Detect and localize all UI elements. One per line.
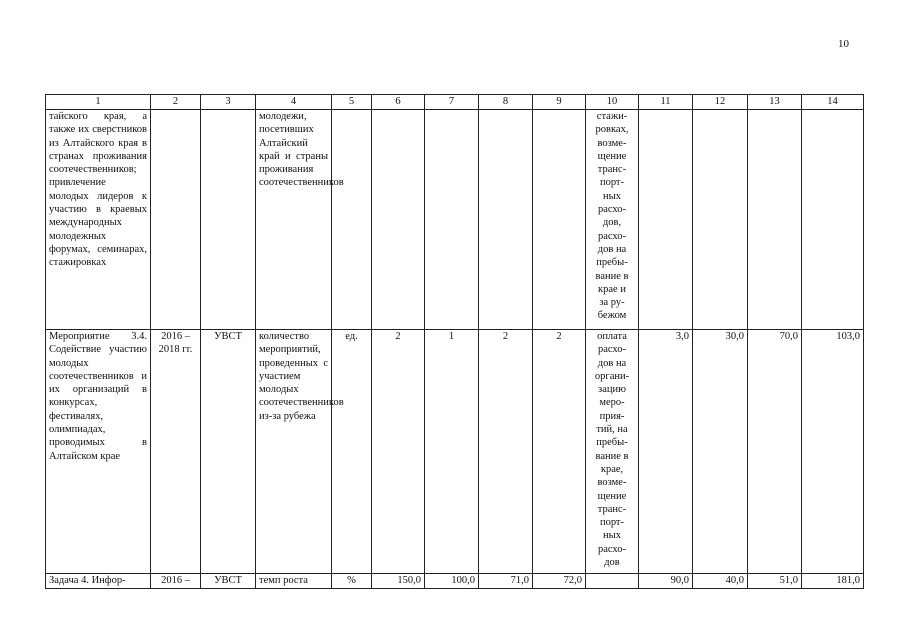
value-cell: 72,0 (533, 574, 586, 589)
header-cell: 1 (46, 95, 151, 110)
value-cell: 71,0 (479, 574, 533, 589)
header-cell: 12 (693, 95, 748, 110)
expense-line: бежом (597, 310, 627, 322)
header-cell: 14 (802, 95, 864, 110)
expense-line: дов на (597, 357, 627, 369)
expense-line: порт- (599, 517, 625, 529)
header-cell: 3 (201, 95, 256, 110)
expense-line: расхо- (597, 204, 627, 216)
expense-line: транс- (597, 164, 627, 176)
header-cell: 10 (586, 95, 639, 110)
value-cell: 2 (533, 330, 586, 574)
executor-cell: УВСТ (201, 574, 256, 589)
table-row (46, 110, 864, 330)
expense-cell (586, 574, 639, 589)
table-row (46, 574, 864, 589)
expense-line: щение (597, 150, 627, 162)
indicator-cell: количество мероприятий, проведенных с участием молодых соотечественников из-за рубежа (256, 330, 332, 574)
value-cell: 100,0 (425, 574, 479, 589)
expense-line: расхо- (597, 344, 627, 356)
finance-cell: 70,0 (748, 330, 802, 574)
expense-line: дов, (602, 217, 622, 229)
finance-cell: 181,0 (802, 574, 864, 589)
program-table (45, 94, 864, 589)
expense-line: расхо- (597, 230, 627, 242)
page-number: 10 (838, 38, 849, 50)
value-cell: 2 (372, 330, 425, 574)
expense-line: крае и (598, 283, 626, 295)
unit-cell: ед. (332, 330, 372, 574)
expense-line: пребы- (596, 437, 628, 449)
value-cell (479, 110, 533, 330)
expense-line: транс- (597, 503, 627, 515)
expense-line: меро- (599, 397, 625, 409)
header-cell: 2 (151, 95, 201, 110)
expense-line: возме- (597, 477, 627, 489)
expense-line: пребы- (596, 257, 628, 269)
finance-cell (639, 110, 693, 330)
table-row (46, 330, 864, 574)
expense-line: дов (604, 557, 620, 569)
header-cell: 9 (533, 95, 586, 110)
header-cell: 8 (479, 95, 533, 110)
indicator-cell: молодежи, посетивших Алтайский край и страны проживания соотечественников (256, 110, 332, 330)
value-cell (372, 110, 425, 330)
value-cell: 1 (425, 330, 479, 574)
expense-line: порт- (599, 177, 625, 189)
expense-cell (586, 330, 639, 574)
value-cell: 2 (479, 330, 533, 574)
expense-line: ных (603, 530, 621, 542)
expense-line: за ру- (599, 297, 625, 309)
expense-line: ных (603, 190, 621, 202)
expense-line: крае, (600, 463, 624, 475)
expense-line: расхо- (597, 543, 627, 555)
finance-cell: 30,0 (693, 330, 748, 574)
header-cell: 11 (639, 95, 693, 110)
indicator-cell: темп роста (256, 574, 332, 589)
finance-cell (802, 110, 864, 330)
expense-line: стажи- (596, 111, 628, 122)
expense-cell (586, 110, 639, 330)
expense-line: вание в (595, 270, 629, 282)
expense-line: тий, на (596, 424, 628, 436)
finance-cell: 40,0 (693, 574, 748, 589)
value-cell: 150,0 (372, 574, 425, 589)
period-cell (151, 110, 201, 330)
unit-cell (332, 110, 372, 330)
expense-line: прия- (599, 410, 625, 422)
finance-cell (693, 110, 748, 330)
expense-line: ровках, (595, 124, 629, 136)
task-description: Задача 4. Инфор- (46, 574, 151, 589)
finance-cell: 90,0 (639, 574, 693, 589)
finance-cell: 51,0 (748, 574, 802, 589)
expense-line: возме- (597, 137, 627, 149)
event-description: тайского края, а также их сверстников из Алтайского края в странах проживания соотечественников; привлечение молодых лидеров к участию в краевых международных молодежных форумах, семинарах, стажировках (46, 110, 151, 330)
value-cell (425, 110, 479, 330)
executor-cell: УВСТ (201, 330, 256, 574)
header-row (46, 95, 864, 110)
expense-line: дов на (597, 243, 627, 255)
expense-line: вание в (595, 450, 629, 462)
period-cell: 2016 – (151, 574, 201, 589)
period-cell: 2016 – 2018 гг. (151, 330, 201, 574)
header-cell: 13 (748, 95, 802, 110)
header-cell: 5 (332, 95, 372, 110)
header-cell: 7 (425, 95, 479, 110)
expense-line: оплата (597, 331, 627, 342)
executor-cell (201, 110, 256, 330)
header-cell: 6 (372, 95, 425, 110)
expense-line: зацию (598, 384, 626, 396)
finance-cell: 103,0 (802, 330, 864, 574)
event-description: Мероприятие 3.4. Содействие участию молодых соотечественников и их организаций в конкурсах, фестивалях, олимпиадах, проводимых в Алтайском крае (46, 330, 151, 574)
finance-cell: 3,0 (639, 330, 693, 574)
header-cell: 4 (256, 95, 332, 110)
finance-cell (748, 110, 802, 330)
expense-line: щение (597, 490, 627, 502)
expense-line: органи- (594, 370, 630, 382)
unit-cell: % (332, 574, 372, 589)
value-cell (533, 110, 586, 330)
